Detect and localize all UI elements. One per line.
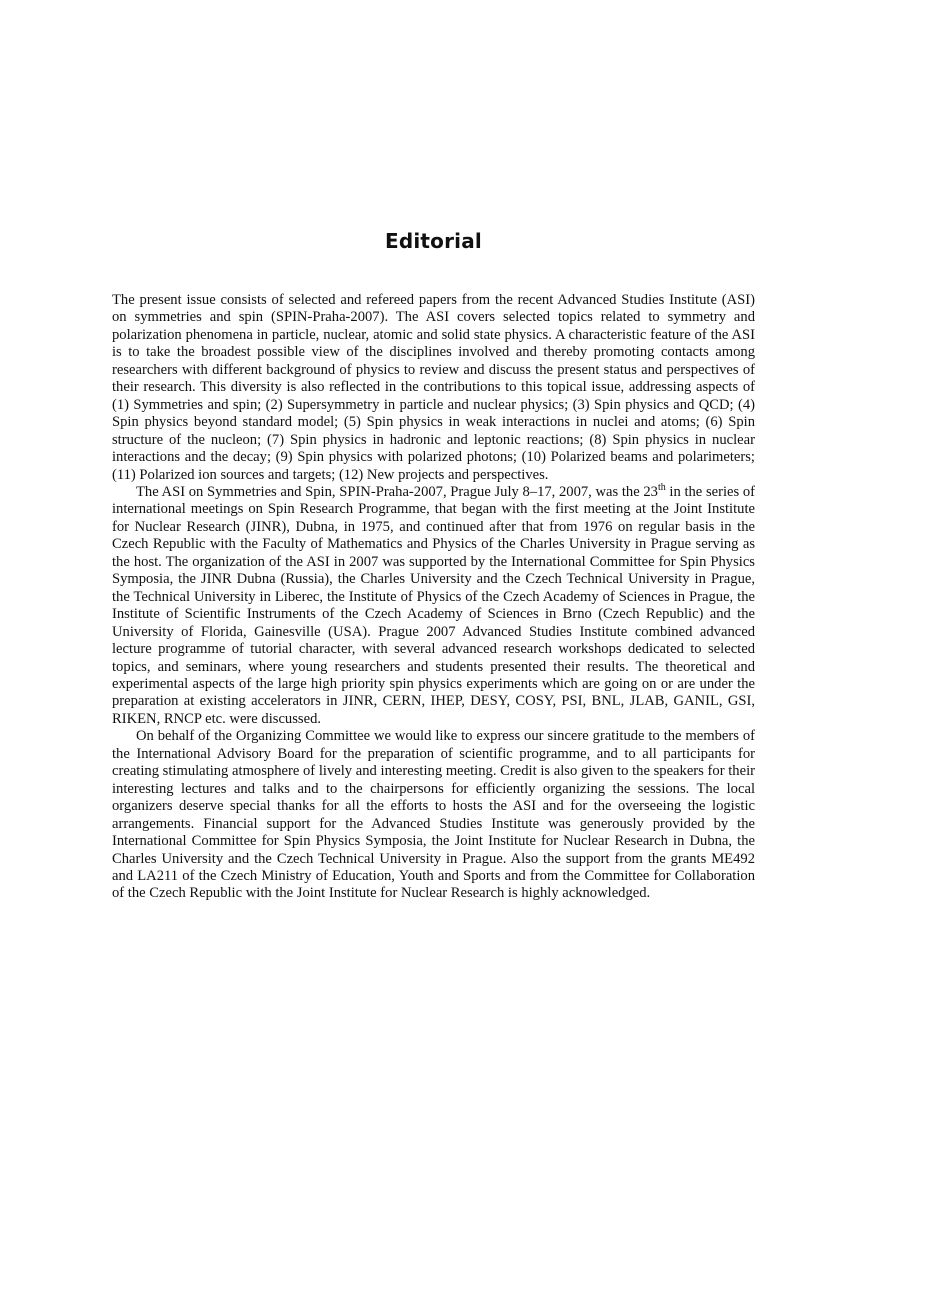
paragraph-asi-history: [112, 484, 755, 728]
editorial-page: [112, 228, 755, 903]
ordinal-superscript: th: [657, 482, 666, 494]
paragraph-intro: The present issue consists of selected and refereed papers from the recent Advanced Studies Institute (ASI) on symmetries and spin (SPIN-Praha-2007). The ASI covers selected topics related to symmetry and polarization phenomena in particle, nuclear, atomic and solid state physics. A characteristic feature of the ASI is to take the broadest possible view of the disciplines involved and thereby promoting contacts among researchers with different background of physics to review and discuss the present status and perspectives of their research. This diversity is also reflected in the contributions to this topical issue, addressing aspects of (1) Symmetries and spin; (2) Supersymmetry in particle and nuclear physics; (3) Spin physics and QCD; (4) Spin physics beyond standard model; (5) Spin physics in weak interactions in nuclei and atoms; (6) Spin structure of the nucleon; (7) Spin physics in hadronic and leptonic reactions; (8) Spin physics in nuclear interactions and the decay; (9) Spin physics with polarized photons; (10) Polarized beams and polarimeters; (11) Polarized ion sources and targets; (12) New projects and perspectives.: [112, 292, 755, 483]
paragraph-acknowledgements: On behalf of the Organizing Committee we would like to express our sincere gratitude to the members of the International Advisory Board for the preparation of scientific programme, and to all participants for creating stimulating atmosphere of lively and interesting meeting. Credit is also given to the speakers for their interesting lectures and talks and to the chairpersons for efficiently organizing the sessions. The local organizers deserve special thanks for all the efforts to hosts the ASI and for the overseeing the logistic arrangements. Financial support for the Advanced Studies Institute was generously provided by the International Committee for Spin Physics Symposia, the Joint Institute for Nuclear Research in Dubna, the Charles University and the Czech Technical University in Prague. Also the support from the grants ME492 and LA211 of the Czech Ministry of Education, Youth and Sports and from the Committee for Collaboration of the Czech Republic with the Joint Institute for Nuclear Research is highly acknowledged.: [112, 728, 755, 902]
paragraph-text-after-sup: in the series of international meetings on Spin Research Programme, that began with the first meeting at the Joint Institute for Nuclear Research (JINR), Dubna, in 1975, and continued after that from 1976 on regular basis in the Czech Republic with the Faculty of Mathematics and Physics of the Charles University in Prague serving as the host. The organization of the ASI in 2007 was supported by the International Committee for Spin Physics Symposia, the JINR Dubna (Russia), the Charles University and the Czech Technical University in Prague, the Technical University in Liberec, the Institute of Physics of the Czech Academy of Sciences in Prague, the Institute of Scientific Instruments of the Czech Academy of Sciences in Brno (Czech Republic) and the University of Florida, Gainesville (USA). Prague 2007 Advanced Studies Institute combined advanced lecture programme of tutorial character, with several advanced research workshops dedicated to selected topics, and seminars, where young researchers and students presented their results. The theoretical and experimental aspects of the large high priority spin physics experiments which are going on or are under the preparation at existing accelerators in JINR, CERN, IHEP, DESY, COSY, PSI, BNL, JLAB, GANIL, GSI, RIKEN, RNCP etc. were discussed.: [112, 483, 755, 727]
page-title: Editorial: [384, 229, 482, 253]
paragraph-text-before-sup: The ASI on Symmetries and Spin, SPIN-Praha-2007, Prague July 8–17, 2007, was the 23: [136, 483, 658, 500]
